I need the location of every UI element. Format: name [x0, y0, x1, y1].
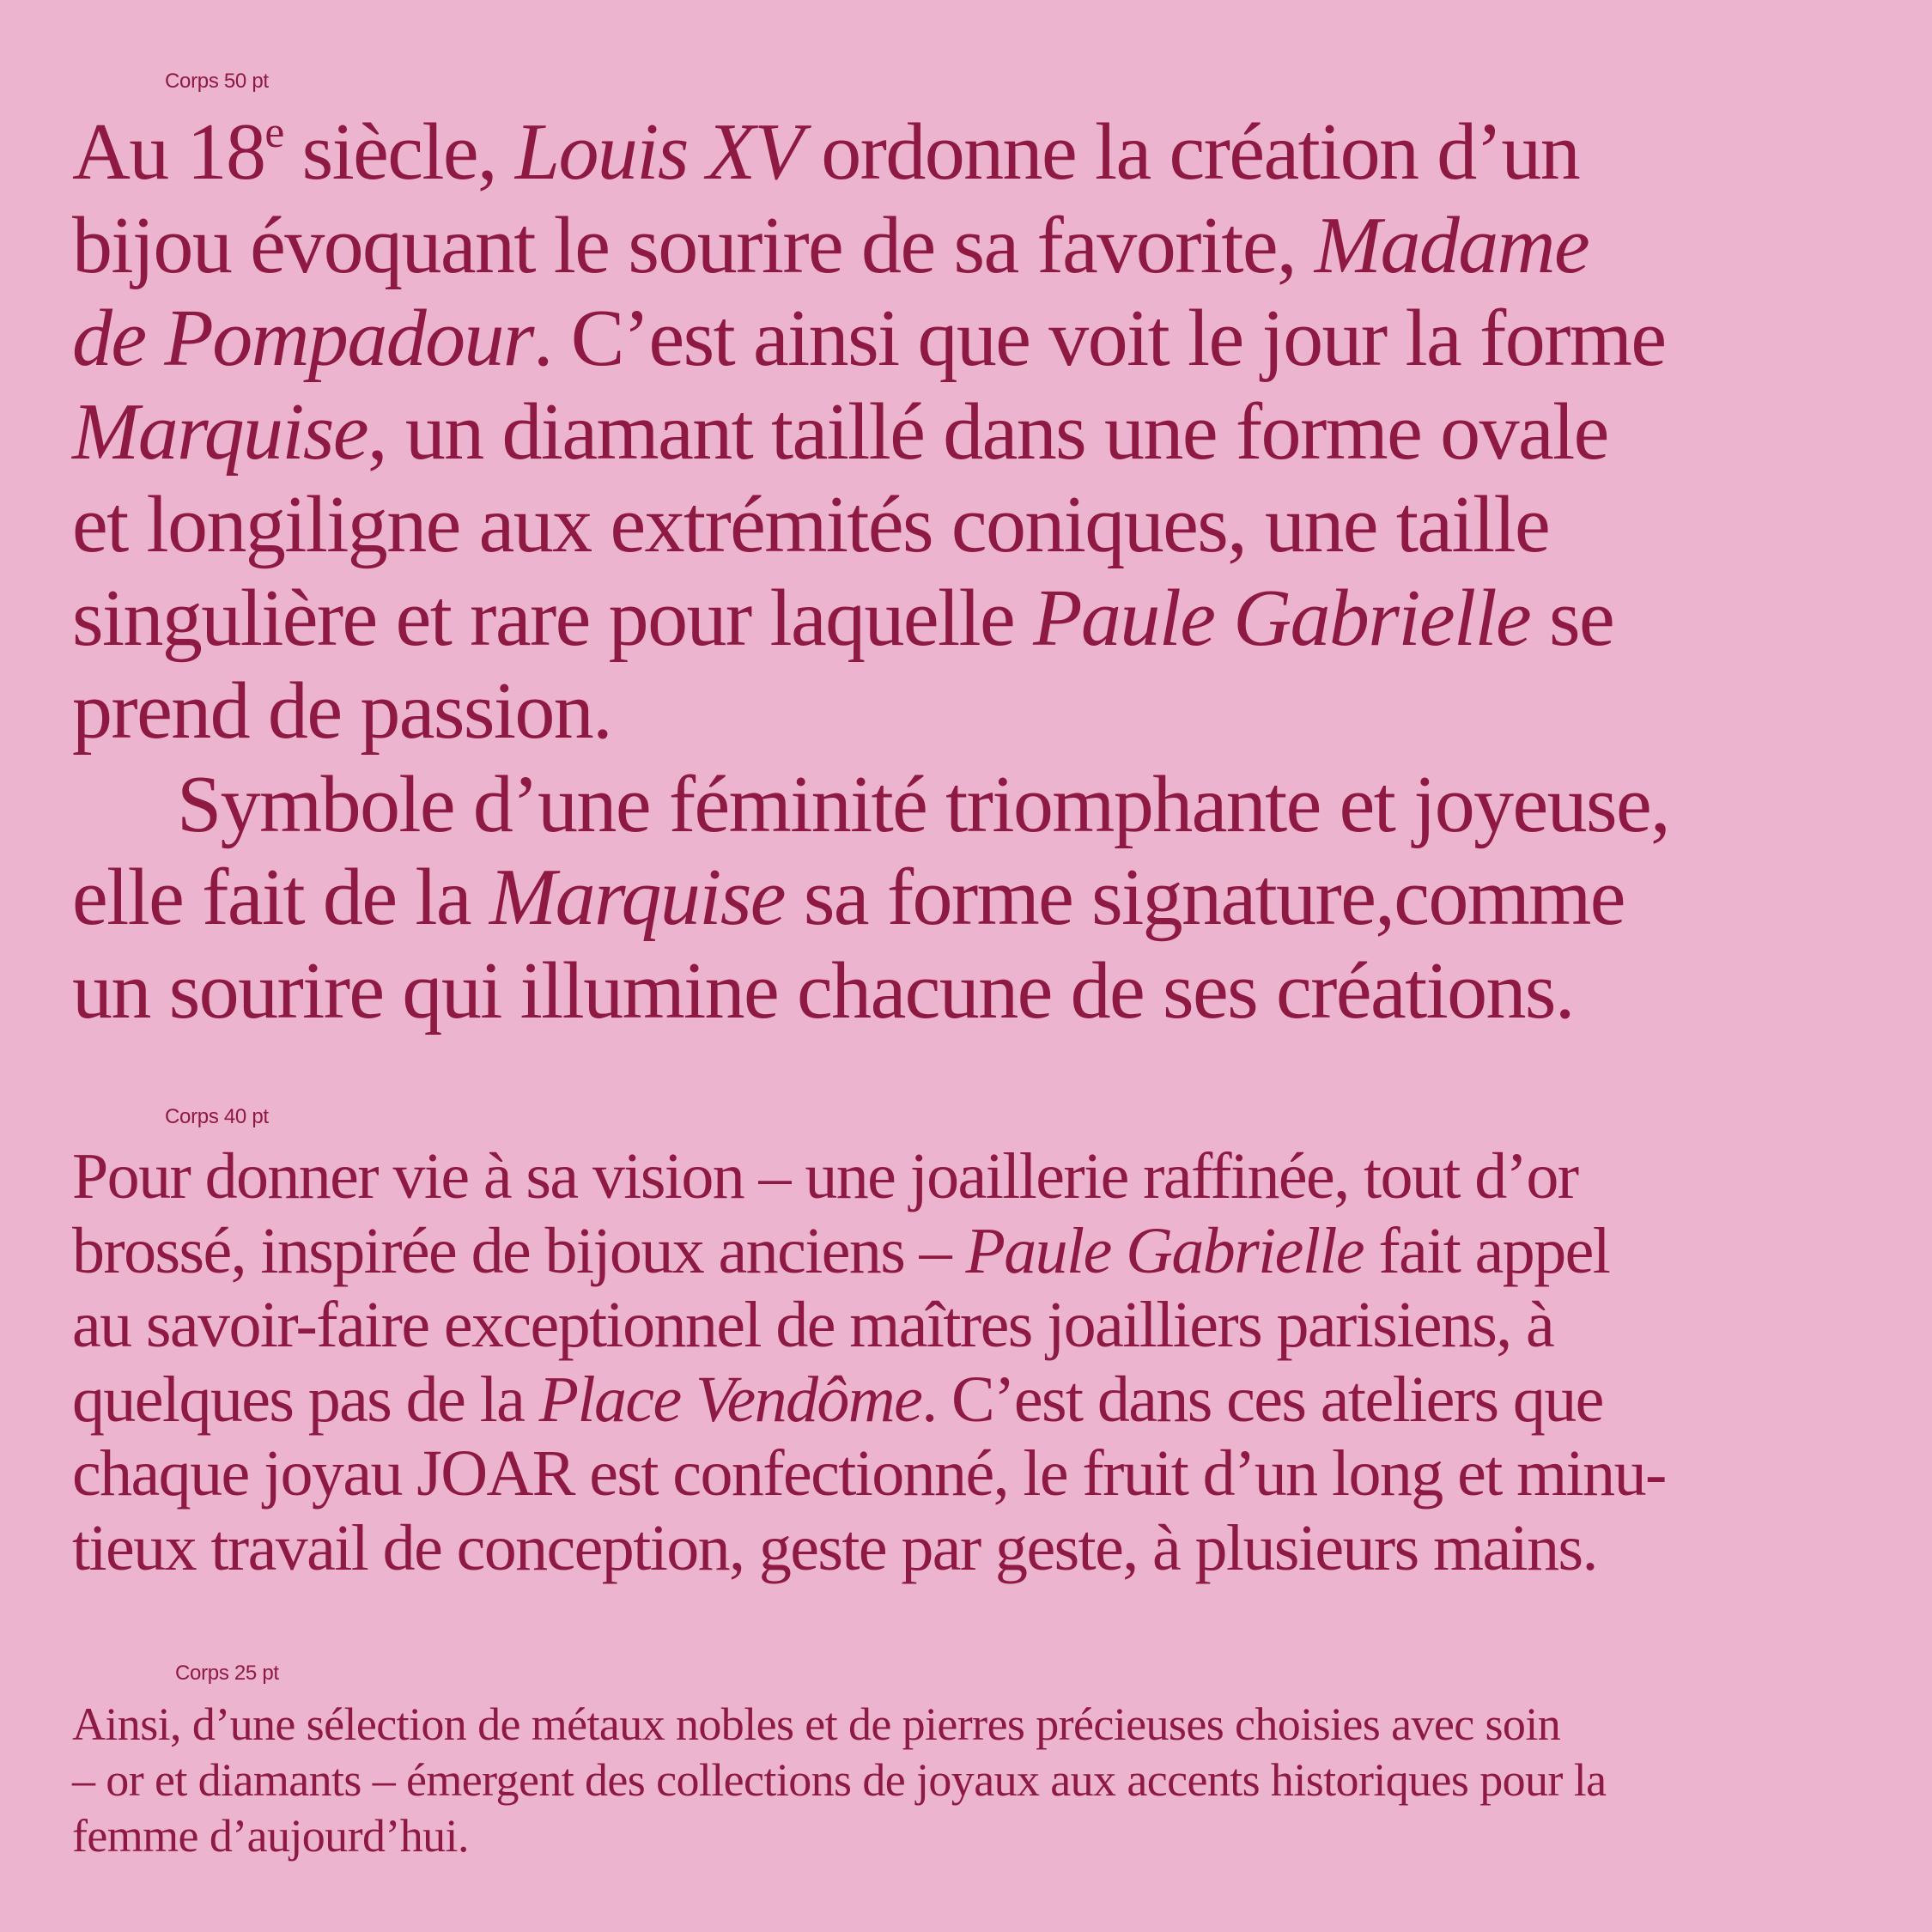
text-line: femme d’aujourd’hui. [72, 1810, 469, 1862]
text-line: Symbole d’une féminité triomphante et joyeuse, [177, 759, 1670, 849]
text-line: elle fait de la Marquise sa forme signature,comme [72, 853, 1625, 942]
superscript-e: e [264, 107, 283, 157]
text-line: chaque joyau JOAR est confectionné, le fruit d’un long et minu- [72, 1437, 1666, 1510]
label-corps-25: Corps 25 pt [175, 1662, 279, 1685]
paragraph-block-40pt [72, 1139, 1910, 1586]
text-line: tieux travail de conception, geste par geste, à plusieurs mains. [72, 1511, 1597, 1584]
paragraph-symbole [72, 758, 1910, 1038]
text-line: au savoir-faire exceptionnel de maîtres joailliers parisiens, à [72, 1289, 1554, 1362]
text-line: de Pompadour. C’est ainsi que voit le jour la forme [72, 294, 1666, 383]
italic-marquise: Marquise [489, 853, 785, 942]
text-line: brossé, inspirée de bijoux anciens – Paule Gabrielle fait appel [72, 1214, 1610, 1287]
paragraph-block-25pt [72, 1697, 1910, 1864]
text-line: quelques pas de la Place Vendôme. C’est dans ces ateliers que [72, 1363, 1603, 1436]
italic-paule-gabrielle: Paule Gabrielle [965, 1214, 1364, 1287]
paragraph-louis-xv [72, 106, 1910, 758]
italic-de-pompadour: de Pompadour [72, 294, 533, 383]
text-line: un sourire qui illumine chacune de ses créations. [72, 945, 1574, 1036]
text-line: Au 18e siècle, Louis XV ordonne la création d’un [72, 107, 1580, 197]
paragraph-vision [72, 1139, 1910, 1586]
text-line: – or et diamants – émergent des collections de joyaux aux accents historiques pour la [72, 1754, 1607, 1806]
text-line: Marquise, un diamant taillé dans une forme ovale [72, 386, 1608, 477]
text-line: prend de passion. [72, 666, 612, 756]
label-corps-40: Corps 40 pt [165, 1105, 269, 1128]
text-line: et longiligne aux extrémités coniques, une taille [72, 480, 1550, 569]
italic-madame: Madame [1314, 200, 1589, 290]
italic-louis-xv: Louis XV [514, 107, 803, 197]
text-line: Pour donner vie à sa vision – une joaillerie raffinée, tout d’or [72, 1140, 1578, 1212]
paragraph-block-50pt [72, 106, 1910, 1037]
paragraph-ainsi [72, 1697, 1910, 1864]
italic-marquise: Marquise [72, 386, 368, 477]
text-line: Ainsi, d’une sélection de métaux nobles et de pierres précieuses choisies avec soin [72, 1698, 1561, 1750]
text-line: bijou évoquant le sourire de sa favorite, Madame [72, 200, 1589, 290]
label-corps-50: Corps 50 pt [165, 70, 269, 93]
text-line: singulière et rare pour laquelle Paule Gabrielle se [72, 573, 1614, 663]
italic-paule-gabrielle: Paule Gabrielle [1033, 573, 1531, 663]
italic-place-vendome: Place Vendôme [538, 1363, 922, 1436]
